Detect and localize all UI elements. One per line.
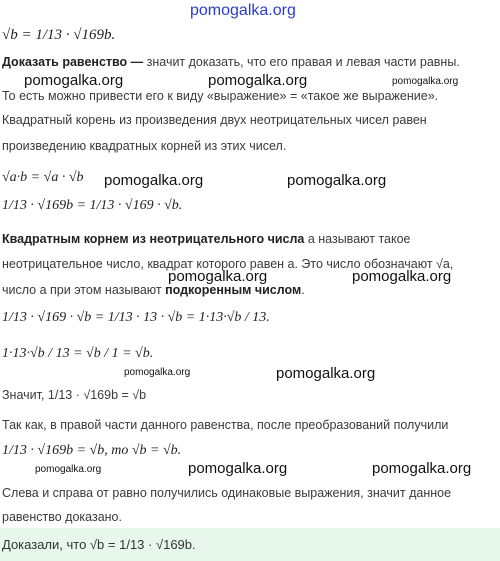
watermark: pomogalka.org (104, 172, 204, 189)
watermark: pomogalka.org (352, 268, 452, 285)
paragraph-definition-3 (2, 283, 305, 297)
watermark: pomogalka.org (392, 76, 459, 87)
paragraph-same-2: равенство доказано. (2, 510, 122, 524)
paragraph-root-product-1: Квадратный корень из произведения двух неотрицательных чисел равен (2, 113, 427, 127)
watermark: pomogalka.org (190, 2, 296, 19)
watermark: pomogalka.org (208, 72, 308, 89)
watermark: pomogalka.org (124, 367, 191, 378)
radicand-bold: подкоренным числом (165, 283, 302, 297)
definition-rest: a называют такое (304, 232, 411, 246)
paragraph-definition-2: неотрицательное число, квадрат которого равен a. Это число обозначают √a, (2, 257, 454, 271)
equation-3: 1/13 · √169 · √b = 1/13 · 13 · √b = 1·13·√b / 13. (2, 310, 270, 325)
watermark: pomogalka.org (188, 460, 288, 477)
prove-bold: Доказать равенство — (2, 55, 144, 69)
equation-2: 1/13 · √169b = 1/13 · √169 · √b. (2, 198, 183, 213)
prove-rest: значит доказать, что его правая и левая части равны. (143, 55, 460, 69)
paragraph-prove (2, 55, 460, 69)
equation-4: 1·13·√b / 13 = √b / 1 = √b. (2, 346, 154, 361)
watermark: pomogalka.org (372, 460, 472, 477)
paragraph-therefore: Значит, 1/13 · √169b = √b (2, 388, 147, 402)
watermark: pomogalka.org (168, 268, 268, 285)
paragraph-form: То есть можно привести его к виду «выражение» = «такое же выражение». (2, 89, 439, 103)
paragraph-same-1: Слева и справа от равно получились одинаковые выражения, значит данное (2, 486, 452, 500)
equation-5: 1/13 · √169b = √b, то √b = √b. (2, 443, 182, 458)
conclusion-text: Доказали, что √b = 1/13 · √169b. (2, 537, 196, 552)
paragraph-root-product-2: произведению квадратных корней из этих чисел. (2, 139, 287, 153)
radicand-post: . (301, 283, 305, 297)
definition-bold: Квадратным корнем из неотрицательного числа (2, 232, 305, 246)
formula-top: √b = 1/13 · √169b. (2, 27, 116, 43)
equation-1: √a·b = √a · √b (2, 170, 84, 185)
watermark: pomogalka.org (287, 172, 387, 189)
radicand-pre: число a при этом называют (2, 283, 166, 297)
conclusion-box (0, 528, 500, 561)
paragraph-since: Так как, в правой части данного равенства, после преобразований получили (2, 418, 449, 432)
watermark: pomogalka.org (35, 464, 102, 475)
watermark: pomogalka.org (276, 365, 376, 382)
watermark: pomogalka.org (24, 72, 124, 89)
paragraph-definition (2, 232, 411, 246)
